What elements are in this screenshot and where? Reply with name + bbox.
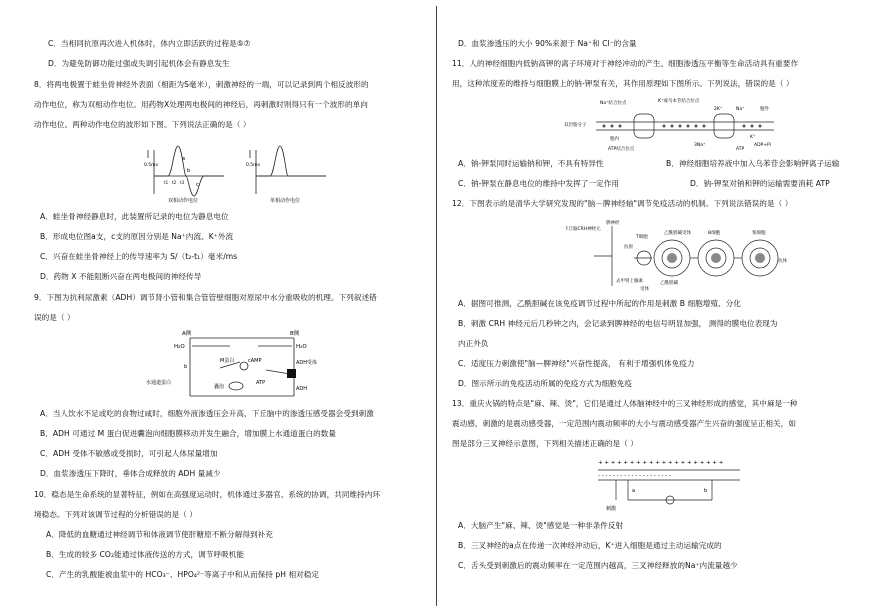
q9-atp: ATP bbox=[256, 380, 266, 386]
q12-option-d: D．图示所示的免疫活动所属的免疫方式为细胞免疫 bbox=[458, 379, 633, 388]
q12-ne: 去甲肾上腺素 bbox=[616, 279, 643, 284]
q8-left-caption: 双相动作电位 bbox=[168, 198, 199, 204]
q11-bilayer: 双层脂分子 bbox=[564, 123, 587, 128]
q11-outside: 胞外 bbox=[760, 107, 769, 112]
q8-label-c: c bbox=[196, 182, 199, 188]
q11-option-b: B．神经细胞培养液中加入乌苯苷会影响钾离子运输 bbox=[666, 159, 840, 168]
q11-sodium-potassium-pump-figure bbox=[564, 96, 788, 152]
q12-antigen: 抗原 bbox=[624, 245, 633, 250]
q8-label-t2: t2 bbox=[172, 180, 177, 185]
q8-label-a: a bbox=[182, 156, 186, 162]
q11-stem-1: 11．人的神经细胞内低钠高钾的离子环境对于神经冲动的产生、细胞渗透压平衡等生命活动具有重要作 bbox=[452, 59, 799, 68]
q13-b-label: b bbox=[704, 488, 708, 494]
q7-option-d: D．为避免防御功能过强或失调引起机体会有静息发生 bbox=[48, 59, 230, 68]
q13-a-label: a bbox=[632, 488, 636, 494]
q13-stimulus: 刺激 bbox=[606, 506, 617, 512]
q9-h2o-left: H₂O bbox=[174, 344, 185, 350]
q11-option-d: D．钠-钾泵对钠和钾的运输需要消耗 ATP bbox=[690, 179, 830, 188]
q8-option-b: B．形成电位图a支，c支的原因分别是 Na⁺内流、K⁺外流 bbox=[40, 232, 234, 241]
q12-option-b-cont: 内正外负 bbox=[458, 339, 489, 348]
q12-t-cell: T细胞 bbox=[636, 235, 648, 240]
q11-option-c: C．钠-钾泵在静息电位的维持中发挥了一定作用 bbox=[458, 179, 620, 188]
q9-receptor: ADH受体 bbox=[296, 360, 318, 366]
q10-option-c: C．产生的乳酸能被血浆中的 HCO₃⁻、HPO₄²⁻等离子中和从而保持 pH 相对稳定 bbox=[46, 570, 320, 579]
q13-option-a: A．大脑产生"麻、辣、烫"感觉是一种非条件反射 bbox=[458, 521, 624, 530]
q12-ach-receptor: 乙酰胆碱受体 bbox=[664, 231, 691, 236]
q11-option-a: A．钠-钾泵同时运输钠和钾，不具有特异性 bbox=[458, 159, 604, 168]
q12-stem: 12．下图表示的是清华大学研究发现的"脑－脾神经轴"调节免疫活动的机制。下列说法错误的是（ ） bbox=[452, 199, 793, 208]
q13-minus-row: - - - - - - - - - - - - - - - - - - - - bbox=[598, 473, 671, 479]
q8-option-c: C．兴奋在蛙坐骨神经上的传导速率为 S/（t₂-t₁）毫米/ms bbox=[40, 252, 238, 261]
q9-m-protein: M蛋白 bbox=[220, 358, 235, 364]
q12-antibody: 抗体 bbox=[778, 259, 787, 264]
column-divider bbox=[436, 6, 437, 606]
q11-adp: ADP+Pi bbox=[754, 143, 771, 148]
q13-trigeminal-nerve-figure bbox=[594, 456, 744, 514]
q12-spleen-nerve: 脾神经 bbox=[606, 221, 620, 226]
q10-stem-1: 10．稳态是生命系统的显著特征，例如在高强度运动时，机体通过多器官、系统的协调，共同维持内环 bbox=[34, 490, 381, 499]
q11-k-plus: K⁺ bbox=[750, 135, 756, 140]
q8-label-t1: t1 bbox=[164, 180, 169, 185]
q8-stem-1: 8．将两电极置于蛙坐骨神经外表面（相距为S毫米），刺激神经的一端，可以记录到两个相反波形的 bbox=[34, 80, 369, 89]
q9-adh: ADH bbox=[296, 386, 308, 392]
q8-left-scale: 0.5mv bbox=[144, 163, 159, 168]
q8-stem-2: 动作电位，称为双相动作电位。用药物X处理两电极间的神经后，再刺激时则得只有一个波形的单向 bbox=[34, 100, 368, 109]
q9-camp: cAMP bbox=[248, 358, 262, 364]
q11-na-plus: Na⁺ bbox=[736, 107, 745, 112]
q12-b-cell: B细胞 bbox=[708, 231, 721, 236]
q12-hypothalamus: 下丘脑CRH神经元 bbox=[564, 227, 601, 232]
q11-stem-2: 用，这种浓度差的维持与细胞膜上的钠-钾泵有关，其作用原理如下图所示。下列说法，错误的是（ ） bbox=[452, 79, 794, 88]
q7-option-c: C．当相同抗原再次进入机体时，体内立即活跃的过程是⑤⑦ bbox=[48, 39, 251, 48]
q8-option-d: D．药物 X 不能阻断兴奋在两电极间的神经传导 bbox=[40, 272, 202, 281]
q9-option-b: B．ADH 可通过 M 蛋白促进囊泡向细胞膜移动并发生融合，增加膜上水通道蛋白的数量 bbox=[40, 429, 337, 438]
q11-two-k: 2K⁺ bbox=[714, 107, 723, 112]
q11-inside: 胞内 bbox=[610, 137, 619, 142]
q8-right-scale: 0.5mv bbox=[246, 163, 261, 168]
q10-stem-2: 境稳态。下列对该调节过程的分析错误的是（ ） bbox=[34, 510, 197, 519]
q10-option-d: D．血浆渗透压的大小 90%来源于 Na⁺和 Cl⁻的含量 bbox=[458, 39, 637, 48]
q8-option-a: A．蛙坐骨神经静息时，此装置所记录的电位为静息电位 bbox=[40, 212, 229, 221]
q8-label-b: b bbox=[187, 168, 191, 174]
q13-plus-row: + + + + + + + + + + + + + + + + + + + + bbox=[598, 460, 724, 466]
q8-stem-3: 动作电位。两种动作电位的波形如下图。下列说法正确的是（ ） bbox=[34, 120, 251, 129]
q8-right-caption: 单相动作电位 bbox=[270, 198, 301, 204]
q13-stem-1: 13．重庆火锅的特点是"麻、辣、烫"，它们是通过人体脑神经中的三叉神经形成的感觉，其中麻是一种 bbox=[452, 399, 798, 408]
q8-label-t3: t3 bbox=[180, 180, 185, 185]
q9-stem-2: 误的是（ ） bbox=[34, 313, 75, 322]
q8-action-potential-figure bbox=[146, 136, 336, 204]
q9-option-c: C．ADH 受体不敏感或受损时，可引起人体尿量增加 bbox=[40, 449, 218, 458]
q11-three-na: 3Na⁺ bbox=[694, 143, 706, 148]
q11-atp: ATP bbox=[736, 147, 745, 152]
q9-b-label: b bbox=[184, 364, 188, 370]
q11-atp-site: ATP结合位点 bbox=[608, 147, 635, 152]
q9-vesicle: 囊泡 bbox=[214, 384, 225, 390]
q12-receptor: 受体 bbox=[640, 287, 649, 292]
q9-option-d: D．血浆渗透压下降时，垂体合成释放的 ADH 量减少 bbox=[40, 469, 221, 478]
q9-aquaporin: 水通道蛋白 bbox=[146, 380, 172, 386]
q10-option-b: B．生成的较多 CO₂能通过体液传送的方式，调节呼吸机能 bbox=[46, 550, 245, 559]
q9-b-side: B侧 bbox=[290, 331, 300, 337]
q12-plasma-cell: 浆细胞 bbox=[752, 231, 766, 236]
q9-a-side: A侧 bbox=[182, 331, 192, 337]
q9-h2o-right: H₂O bbox=[296, 344, 307, 350]
q11-na-site: Na⁺结合位点 bbox=[600, 101, 627, 106]
q9-stem-1: 9．下图为抗利尿激素（ADH）调节肾小管和集合管管壁细胞对原尿中水分重吸收的机理。下列叙述错 bbox=[34, 293, 377, 302]
q12-ach: 乙酰胆碱 bbox=[660, 281, 678, 286]
q12-option-c: C．适度压力刺激使"脑—脾神经"兴奋性提高， 有利于增强机体免疫力 bbox=[458, 359, 695, 368]
q13-option-b: B．三叉神经的a点在传递一次神经冲动后，K⁺进入细胞是通过主动运输完成的 bbox=[458, 541, 722, 550]
q10-option-a: A．降低的血糖通过神经调节和体液调节使肝糖原不断分解得到补充 bbox=[46, 530, 273, 539]
q9-adh-receptor-shape bbox=[287, 369, 296, 378]
q13-option-c: C．舌头受到刺激后的震动频率在一定范围内越高，三叉神经释放的Na⁺内流量越少 bbox=[458, 561, 738, 570]
q12-option-a: A．据图可推测，乙酰胆碱在该免疫调节过程中所起的作用是刺激 B 细胞增殖、分化 bbox=[458, 299, 741, 308]
q9-adh-figure bbox=[144, 328, 344, 402]
q9-option-a: A．当人饮水不足或吃的食物过咸时，细胞外液渗透压会升高，下丘脑中的渗透压感受器会受到刺激 bbox=[40, 409, 374, 418]
q12-brain-spleen-axis-figure bbox=[564, 218, 790, 292]
q12-option-b: B．刺激 CRH 神经元后几秒钟之内，会记录到脾神经的电信号明显加强， 测得的膜电位表现为 bbox=[458, 319, 778, 328]
q11-k-site: K⁺或乌本苷结合位点 bbox=[658, 99, 700, 104]
q13-stem-3: 图是部分三叉神经示意图，下列相关描述正确的是（ ） bbox=[452, 439, 638, 448]
q13-stem-2: 震动感，刺激的是震动感受器，一定范围内震动频率的大小与震动感受器产生兴奋的强度呈正相关，如 bbox=[452, 419, 796, 428]
